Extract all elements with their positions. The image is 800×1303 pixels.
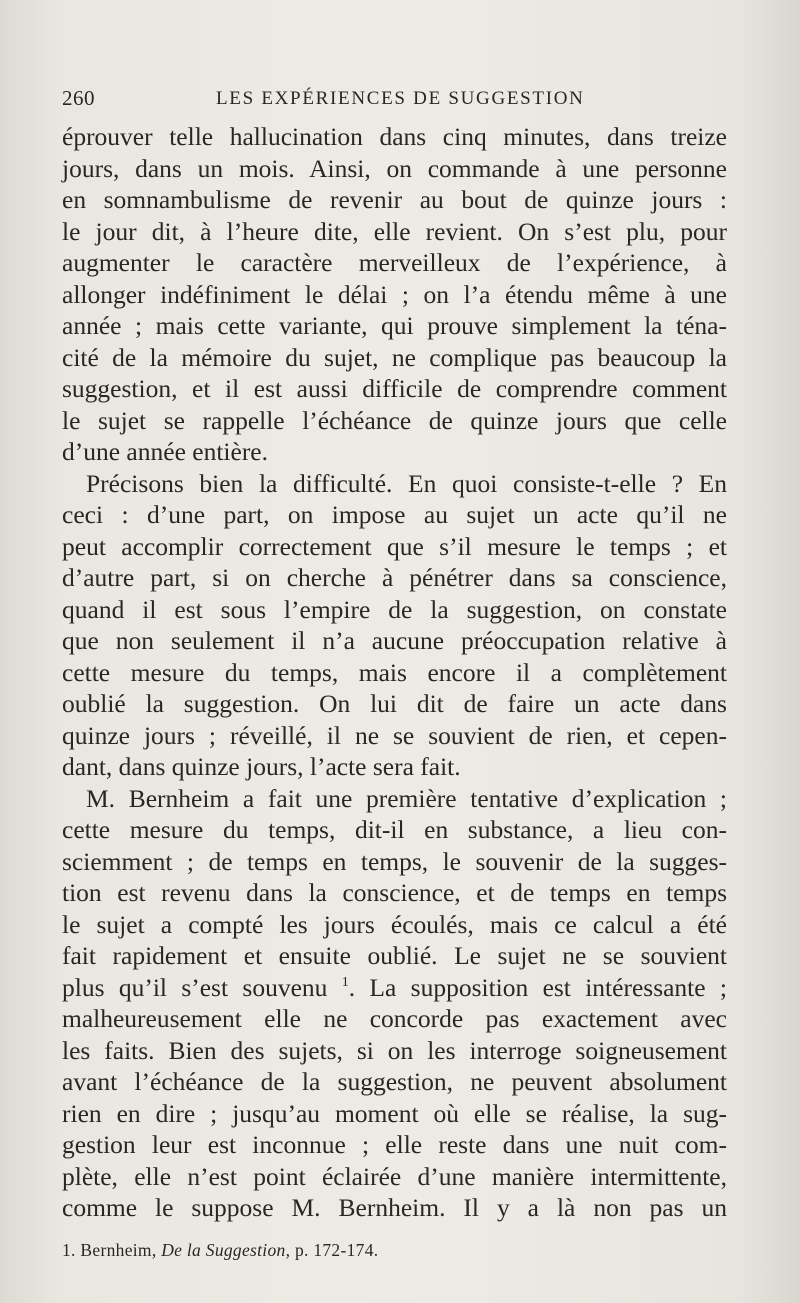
footnote-reference: 1 [341,974,349,990]
text-line: suggestion, et il est aussi difficile de comprendre comment [62,374,727,403]
text-line: avant l’échéance de la suggestion, ne peuvent absolument [62,1067,727,1096]
page-header [62,86,728,114]
text-line: cette mesure du temps, mais encore il a complètement [62,657,727,687]
text-line: ceci : d’une part, on impose au sujet un acte qu’il ne [62,500,727,529]
text-line: en somnambulisme de revenir au bout de quinze jours : [62,185,727,214]
text-line: quand il est sous l’empire de la suggestion, on constate [62,594,727,624]
text-line: dant, dans quinze jours, l’acte sera fait. [62,752,461,781]
text-line: allonger indéfiniment le délai ; on l’a étendu même à une [62,279,727,309]
text-line: plète, elle n’est point éclairée d’une manière intermittente, [62,1161,727,1191]
footnote-number: 1. [62,1240,76,1260]
footnote [62,1240,378,1261]
text-line: comme le suppose M. Bernheim. Il y a là non pas un [62,1193,727,1222]
text-line: malheureusement elle ne concorde pas exactement avec [62,1004,727,1033]
text-line-with-note [62,972,727,1004]
text-line: cité de la mémoire du sujet, ne complique pas beaucoup la [62,342,727,372]
footnote-author: Bernheim, [80,1240,157,1260]
text-line: le sujet a compté les jours écoulés, mais ce calcul a été [62,909,727,939]
body-text [62,121,727,1224]
text-line: d’autre part, si on cherche à pénétrer dans sa conscience, [62,563,727,592]
text-line: oublié la suggestion. On lui dit de faire un acte dans [62,689,727,718]
text-line: sciemment ; de temps en temps, le souvenir de la sugges- [62,846,727,876]
text-line: augmenter le caractère merveilleux de l’expérience, à [62,248,727,277]
page-number: 260 [62,86,95,110]
text-line: quinze jours ; réveillé, il ne se souvient de rien, et cepen- [62,720,727,750]
text-line: que non seulement il n’a aucune préoccupation relative à [62,626,727,655]
text-line: fait rapidement et ensuite oublié. Le sujet ne se souvient [62,941,727,970]
text-line: d’une année entière. [62,437,269,466]
text-line: peut accomplir correctement que s’il mesure le temps ; et [62,531,727,561]
text-line: gestion leur est inconnue ; elle reste dans une nuit com- [62,1130,727,1159]
text-fragment: . La supposition est intéressante ; [348,972,727,1002]
text-line: rien en dire ; jusqu’au moment où elle se réalise, la sug- [62,1098,727,1128]
running-title: LES EXPÉRIENCES DE SUGGESTION [216,88,585,109]
footnote-pages: p. 172-174. [294,1240,379,1260]
footnote-title: De la Suggestion, [161,1240,291,1260]
text-line: cette mesure du temps, dit-il en substance, a lieu con- [62,815,727,844]
text-line: M. Bernheim a fait une première tentative d’explication ; [86,783,727,813]
text-line: Précisons bien la difficulté. En quoi consiste-t-elle ? En [86,468,727,498]
text-line: jours, dans un mois. Ainsi, on commande à une personne [62,153,727,183]
text-line: les faits. Bien des sujets, si on les interroge soigneusement [62,1035,727,1065]
text-fragment: plus qu’il s’est souvenu [62,972,328,1002]
text-line: éprouver telle hallucination dans cinq minutes, dans treize [62,122,727,151]
text-line: tion est revenu dans la conscience, et de temps en temps [62,878,727,907]
text-line: le sujet se rappelle l’échéance de quinze jours que celle [62,405,727,435]
text-line: le jour dit, à l’heure dite, elle revient. On s’est plu, pour [62,216,727,246]
text-line: année ; mais cette variante, qui prouve simplement la téna- [62,311,727,340]
